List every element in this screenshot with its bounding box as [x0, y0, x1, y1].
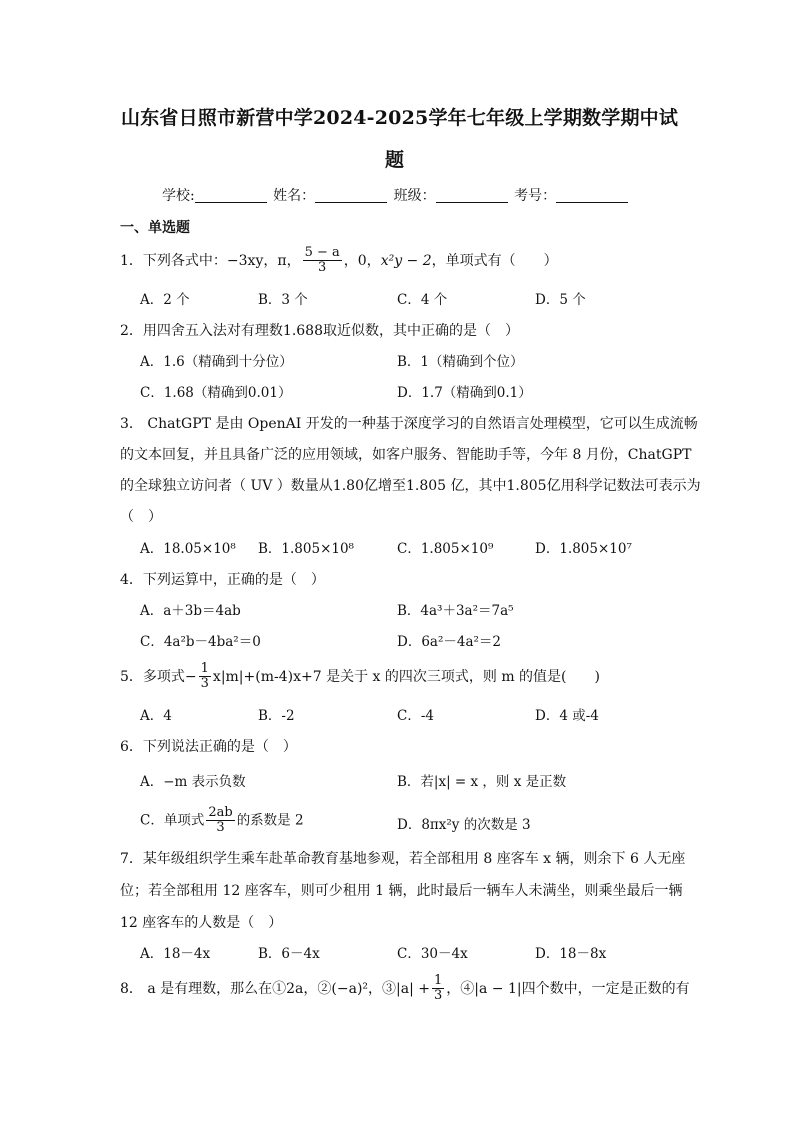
q6-optc-suffix: 的系数是 2 — [236, 812, 304, 829]
q4-option-d[interactable]: D．6a²－4a²＝2 — [397, 634, 502, 650]
q6-option-b[interactable]: B．若|x| = x ，则 x 是正数 — [397, 774, 567, 790]
q8-frac-num: 1 — [433, 973, 443, 988]
q5-frac-num: 1 — [200, 661, 209, 676]
q4-option-a[interactable]: A．a＋3b＝4ab — [140, 603, 241, 619]
q1-option-d[interactable]: D．5 个 — [535, 292, 586, 308]
info-line — [162, 188, 630, 205]
title-line-2: 题 — [385, 149, 405, 171]
q3-option-d[interactable]: D．1.805×10⁷ — [535, 541, 632, 557]
q2-option-a[interactable]: A．1.6（精确到十分位） — [140, 354, 293, 370]
q8-suffix: ，④|a − 1|四个数中，一定是正数的有 — [446, 980, 690, 997]
q6-option-c[interactable] — [140, 806, 304, 836]
q6-optc-prefix: C．单项式 — [140, 812, 205, 829]
question-3-line-1: 3． ChatGPT 是由 OpenAI 开发的一种基于深度学习的自然语言处理模型，它可以生成流畅 — [120, 416, 698, 432]
q7-option-d[interactable]: D．18－8x — [535, 946, 607, 962]
question-3-line-2: 的文本回复，并且具备广泛的应用领域，如客户服务、智能助手等，今年 8 月份，ChatGPT — [120, 447, 692, 463]
school-blank[interactable] — [195, 188, 267, 203]
section-heading: 一、单选题 — [120, 220, 190, 236]
q7-option-b[interactable]: B．6－4x — [258, 946, 320, 962]
q5-frac-den: 3 — [200, 676, 209, 692]
q6-option-d[interactable]: D．8πx²y 的次数是 3 — [397, 817, 531, 833]
q5-option-a[interactable]: A．4 — [140, 708, 172, 724]
q1-fraction — [303, 246, 342, 276]
q3-option-b[interactable]: B．1.805×10⁸ — [258, 541, 354, 557]
question-1-stem — [120, 246, 558, 276]
number-blank[interactable] — [556, 188, 628, 203]
q2-option-b[interactable]: B．1（精确到个位） — [397, 354, 524, 370]
q4-option-b[interactable]: B．4a³＋3a²＝7a⁵ — [397, 603, 514, 619]
q1-term1: −3xy，π， — [226, 252, 301, 269]
q1-prefix: 1．下列各式中： — [120, 252, 227, 269]
q8-fraction — [432, 974, 444, 1004]
q1-term2: ，0， — [343, 252, 381, 269]
q7-option-c[interactable]: C．30－4x — [397, 946, 468, 962]
q5-option-c[interactable]: C．-4 — [397, 708, 434, 724]
question-5-stem — [120, 662, 600, 692]
question-6-stem: 6．下列说法正确的是（ ） — [120, 739, 297, 755]
question-4-stem: 4．下列运算中，正确的是（ ） — [120, 572, 325, 588]
q1-suffix: ，单项式有（ ） — [431, 252, 558, 269]
q1-option-c[interactable]: C．4 个 — [397, 292, 448, 308]
q6-option-a[interactable]: A．−m 表示负数 — [140, 774, 246, 790]
school-label: 学校: — [162, 188, 195, 204]
question-8-stem — [120, 974, 690, 1004]
question-7-line-2: 位；若全部租用 12 座客车，则可少租用 1 辆，此时最后一辆车人未满坐，则乘坐最后一辆 — [120, 883, 683, 899]
name-blank[interactable] — [315, 188, 387, 203]
q5-prefix: 5．多项式− — [120, 668, 197, 685]
q4-option-c[interactable]: C．4a²b－4ba²＝0 — [140, 634, 261, 650]
q8-prefix: 8． a 是有理数，那么在①2a，②(−a)²，③|a| + — [120, 980, 430, 997]
q5-option-d[interactable]: D．4 或-4 — [535, 708, 599, 724]
name-label: 姓名： — [273, 188, 316, 204]
q1-frac-num: 5 − a — [304, 245, 340, 260]
q1-option-b[interactable]: B．3 个 — [258, 292, 308, 308]
q1-term3: x²y − 2 — [380, 252, 432, 269]
question-3-line-3: 的全球独立访问者（ UV ）数量从1.80亿增至1.805 亿，其中1.805亿用科学记数法可表示为 — [120, 478, 701, 494]
q2-option-c[interactable]: C．1.68（精确到0.01） — [140, 385, 292, 401]
question-7-line-1: 7．某年级组织学生乘车赴革命教育基地参观，若全部租用 8 座客车 x 辆，则余下 6 人无座 — [120, 851, 686, 867]
question-7-line-3: 12 座客车的人数是（ ） — [120, 915, 283, 931]
number-label: 考号： — [514, 188, 557, 204]
q1-option-a[interactable]: A．2 个 — [140, 292, 190, 308]
q5-fraction — [199, 662, 211, 692]
q8-frac-den: 3 — [433, 988, 443, 1004]
q6-optc-frac-num: 2ab — [208, 805, 233, 820]
class-label: 班级： — [393, 188, 436, 204]
q5-option-b[interactable]: B．-2 — [258, 708, 295, 724]
title-line-1: 山东省日照市新营中学2024-2025学年七年级上学期数学期中试 — [121, 107, 679, 129]
q3-option-c[interactable]: C．1.805×10⁹ — [397, 541, 494, 557]
class-blank[interactable] — [436, 188, 508, 203]
question-3-line-4: （ ） — [120, 509, 162, 525]
q2-option-d[interactable]: D．1.7（精确到0.1） — [397, 385, 532, 401]
q7-option-a[interactable]: A．18－4x — [140, 946, 211, 962]
q6-optc-fraction — [206, 806, 234, 836]
q3-option-a[interactable]: A．18.05×10⁸ — [140, 541, 236, 557]
q5-suffix: x|m|+(m-4)x+7 是关于 x 的四次三项式，则 m 的值是( ) — [212, 668, 600, 685]
q6-optc-frac-den: 3 — [216, 820, 225, 836]
q1-frac-den: 3 — [318, 260, 327, 276]
question-2-stem: 2．用四舍五入法对有理数1.688取近似数，其中正确的是（ ） — [120, 323, 519, 339]
